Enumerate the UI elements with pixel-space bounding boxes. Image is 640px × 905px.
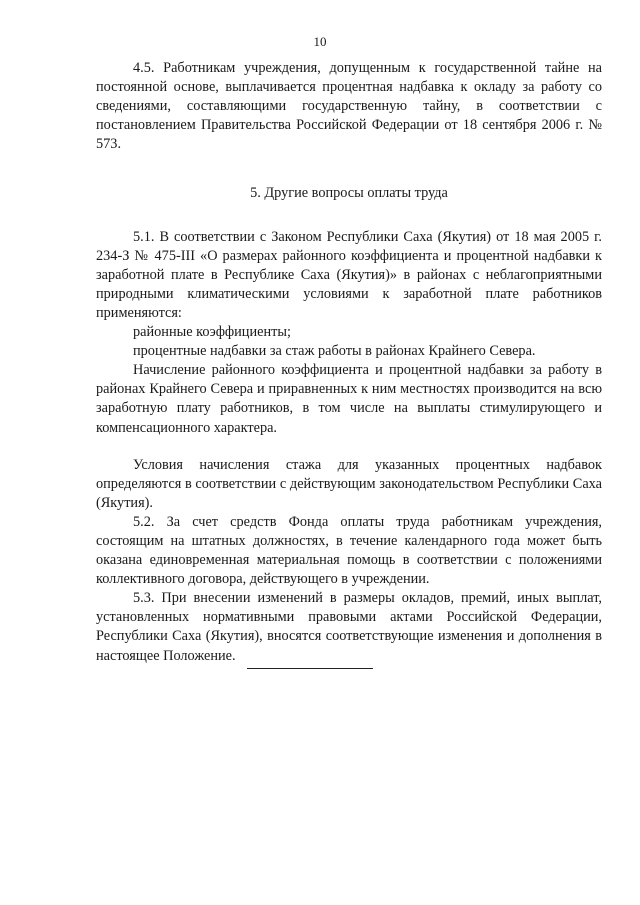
paragraph-5-1: 5.1. В соответствии с Законом Республики Саха (Якутия) от 18 мая 2005 г. 234-З № 475-III «О размерах районного коэффициента и процентной надбавки к заработной плате в Республике Саха (Якутия)» в районах с неблагоприятными природными климатическими условиями к заработной плате работников применяются:: [96, 228, 602, 321]
section-heading: 5. Другие вопросы оплаты труда: [250, 185, 448, 202]
list-item: процентные надбавки за стаж работы в районах Крайнего Севера.: [133, 343, 536, 360]
paragraph-5-1-conditions: Условия начисления стажа для указанных процентных надбавок определяются в соответствии с действующим законодательством Республики Саха (Якутия).: [96, 456, 602, 511]
page-number: 10: [313, 34, 327, 49]
list-item: районные коэффициенты;: [133, 324, 291, 341]
paragraph-5-2: 5.2. За счет средств Фонда оплаты труда работникам учреждения, состоящим на штатных должностях, в течение календарного года может быть оказана единовременная материальная помощь в соответствии с положениями коллективного договора, действующего в учреждении.: [96, 513, 602, 588]
paragraph-4-5: 4.5. Работникам учреждения, допущенным к государственной тайне на постоянной основе, выплачивается процентная надбавка к окладу за работу со сведениями, составляющими государственную тайну, в соответствии с постановлением Правительства Российской Федерации от 18 сентября 2006 г. № 573.: [96, 60, 602, 153]
paragraph-5-3: 5.3. При внесении изменений в размеры окладов, премий, иных выплат, установленных нормативными правовыми актами Российской Федерации, Республики Саха (Якутия), вносятся соответствующие изменения и дополнения в настоящее Положение.: [96, 590, 602, 664]
paragraph-5-1-accrual: Начисление районного коэффициента и процентной надбавки за работу в районах Крайнего Севера и приравненных к ним местностях производится на всю заработную плату работников, в том числе на выплаты стимулирующего и компенсационного характера.: [96, 362, 602, 436]
closing-divider: [247, 668, 373, 669]
document-body: [96, 59, 602, 666]
